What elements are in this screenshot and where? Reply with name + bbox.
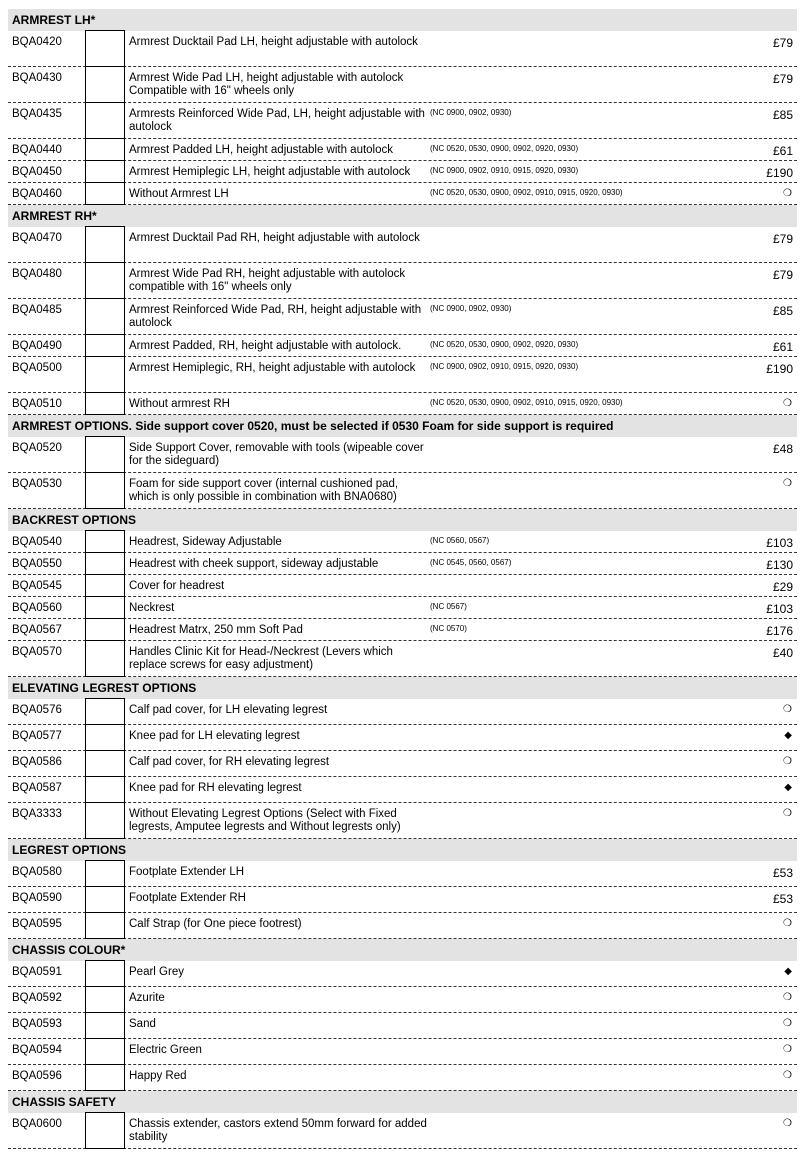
item-row — [8, 103, 797, 139]
item-code: BQA0435 — [12, 108, 62, 120]
item-price: £190 — [766, 166, 793, 180]
item-row — [8, 641, 797, 677]
item-code: BQA0545 — [12, 580, 62, 592]
item-row — [8, 139, 797, 161]
item-description: Headrest Matrx, 250 mm Soft Pad — [129, 624, 303, 636]
not-compatible-note: (NC 0900, 0902, 0930) — [430, 304, 512, 313]
item-row — [8, 619, 797, 641]
not-compatible-note: (NC 0900, 0902, 0930) — [430, 108, 512, 117]
item-description: Footplate Extender LH — [129, 866, 245, 878]
item-row — [8, 1065, 797, 1091]
item-price: £53 — [772, 866, 793, 880]
item-price: £79 — [772, 268, 793, 282]
item-code: BQA0587 — [12, 782, 62, 794]
item-price: £61 — [772, 144, 793, 158]
item-row — [8, 803, 797, 839]
item-description: Knee pad for RH elevating legrest — [129, 782, 302, 794]
not-compatible-note: (NC 0520, 0530, 0900, 0902, 0910, 0915, 0920, 0930) — [430, 188, 623, 197]
item-code: BQA0592 — [12, 992, 62, 1004]
order-checkbox[interactable] — [85, 102, 125, 139]
item-description: Armrest Wide Pad RH, height adjustable with autolock compatible with 16" wheels only — [129, 268, 406, 293]
item-row — [8, 1113, 797, 1149]
item-description: Footplate Extender RH — [129, 892, 246, 904]
order-checkbox[interactable] — [85, 802, 125, 839]
item-description: Sand — [129, 1018, 156, 1030]
standard-diamond-icon: ◆ — [784, 966, 792, 977]
order-checkbox[interactable] — [85, 724, 125, 751]
item-row — [8, 913, 797, 939]
order-checkbox[interactable] — [85, 1112, 125, 1149]
section-header: ARMREST OPTIONS. Side support cover 0520, must be selected if 0530 Foam for side support is required — [8, 415, 797, 437]
item-row — [8, 597, 797, 619]
item-price: £103 — [766, 536, 793, 550]
item-code: BQA0586 — [12, 756, 62, 768]
not-compatible-note: (NC 0520, 0530, 0900, 0902, 0910, 0915, 0920, 0930) — [430, 398, 623, 407]
no-charge-circle-icon: ❍ — [783, 188, 792, 199]
item-code: BQA0520 — [12, 442, 62, 454]
section-header: ARMREST RH* — [8, 205, 797, 227]
item-description: Side Support Cover, removable with tools (wipeable cover for the sideguard) — [129, 442, 424, 467]
section-header: CHASSIS COLOUR* — [8, 939, 797, 961]
item-code: BQA0510 — [12, 398, 62, 410]
order-checkbox[interactable] — [85, 986, 125, 1013]
order-checkbox[interactable] — [85, 30, 125, 67]
item-code: BQA0530 — [12, 478, 62, 490]
item-row — [8, 67, 797, 103]
item-row — [8, 553, 797, 575]
no-charge-circle-icon: ❍ — [783, 704, 792, 715]
no-charge-circle-icon: ❍ — [783, 1118, 792, 1129]
order-checkbox[interactable] — [85, 262, 125, 299]
item-code: BQA0440 — [12, 144, 62, 156]
order-checkbox[interactable] — [85, 160, 125, 183]
item-code: BQA0570 — [12, 646, 62, 658]
item-description: Neckrest — [129, 602, 175, 614]
item-row — [8, 437, 797, 473]
item-description: Pearl Grey — [129, 966, 184, 978]
item-description: Headrest, Sideway Adjustable — [129, 536, 282, 548]
item-price: £176 — [766, 624, 793, 638]
item-description: Without Armrest LH — [129, 188, 229, 200]
item-price: £79 — [772, 72, 793, 86]
not-compatible-note: (NC 0900, 0902, 0910, 0915, 0920, 0930) — [430, 166, 579, 175]
item-description: Calf Strap (for One piece footrest) — [129, 918, 302, 930]
order-checkbox[interactable] — [85, 960, 125, 987]
item-row — [8, 1013, 797, 1039]
order-checkbox[interactable] — [85, 1012, 125, 1039]
no-charge-circle-icon: ❍ — [783, 756, 792, 767]
item-row — [8, 725, 797, 751]
item-code: BQA0500 — [12, 362, 62, 374]
no-charge-circle-icon: ❍ — [783, 992, 792, 1003]
no-charge-circle-icon: ❍ — [783, 1070, 792, 1081]
item-row — [8, 987, 797, 1013]
item-code: BQA0580 — [12, 866, 62, 878]
item-description: Armrest Ducktail Pad LH, height adjustable with autolock — [129, 36, 418, 48]
item-code: BQA0593 — [12, 1018, 62, 1030]
item-row — [8, 357, 797, 393]
order-checkbox[interactable] — [85, 356, 125, 393]
order-checkbox[interactable] — [85, 574, 125, 597]
item-code: BQA0600 — [12, 1118, 62, 1130]
item-description: Foam for side support cover (internal cushioned pad, which is only possible in combination with BNA0680) — [129, 478, 399, 503]
item-description: Chassis extender, castors extend 50mm forward for added stability — [129, 1118, 427, 1143]
section-header: ARMREST LH* — [8, 9, 797, 31]
item-price: £29 — [772, 580, 793, 594]
item-row — [8, 531, 797, 553]
item-row — [8, 183, 797, 205]
item-price: £103 — [766, 602, 793, 616]
item-description: Without Elevating Legrest Options (Select with Fixed legrests, Amputee legrests and Without legrests only) — [129, 808, 401, 833]
standard-diamond-icon: ◆ — [784, 730, 792, 741]
item-code: BQA0450 — [12, 166, 62, 178]
item-code: BQA0470 — [12, 232, 62, 244]
order-checkbox[interactable] — [85, 436, 125, 473]
item-row — [8, 31, 797, 67]
item-code: BQA0590 — [12, 892, 62, 904]
order-checkbox[interactable] — [85, 334, 125, 357]
no-charge-circle-icon: ❍ — [783, 918, 792, 929]
item-code: BQA0591 — [12, 966, 62, 978]
order-checkbox[interactable] — [85, 776, 125, 803]
not-compatible-note: (NC 0560, 0567) — [430, 536, 490, 545]
order-checkbox[interactable] — [85, 912, 125, 939]
item-row — [8, 263, 797, 299]
item-code: BQA0577 — [12, 730, 62, 742]
item-description: Electric Green — [129, 1044, 202, 1056]
item-description: Handles Clinic Kit for Head-/Neckrest (Levers which replace screws for easy adjustment) — [129, 646, 393, 671]
section-header: ELEVATING LEGREST OPTIONS — [8, 677, 797, 699]
item-row — [8, 751, 797, 777]
item-price: £48 — [772, 442, 793, 456]
item-description: Armrest Hemiplegic, RH, height adjustable with autolock — [129, 362, 416, 374]
order-checkbox[interactable] — [85, 530, 125, 553]
order-checkbox[interactable] — [85, 886, 125, 913]
no-charge-circle-icon: ❍ — [783, 808, 792, 819]
order-checkbox[interactable] — [85, 1064, 125, 1091]
no-charge-circle-icon: ❍ — [783, 478, 792, 489]
order-checkbox[interactable] — [85, 1038, 125, 1065]
item-code: BQA0460 — [12, 188, 62, 200]
order-checkbox[interactable] — [85, 138, 125, 161]
order-checkbox[interactable] — [85, 392, 125, 415]
item-description: Armrest Hemiplegic LH, height adjustable with autolock — [129, 166, 411, 178]
no-charge-circle-icon: ❍ — [783, 1044, 792, 1055]
item-code: BQA0560 — [12, 602, 62, 614]
item-row — [8, 575, 797, 597]
item-row — [8, 1039, 797, 1065]
item-description: Headrest with cheek support, sideway adjustable — [129, 558, 379, 570]
item-code: BQA0420 — [12, 36, 62, 48]
not-compatible-note: (NC 0545, 0560, 0567) — [430, 558, 512, 567]
item-price: £130 — [766, 558, 793, 572]
order-checkbox[interactable] — [85, 640, 125, 677]
item-price: £53 — [772, 892, 793, 906]
item-price: £40 — [772, 646, 793, 660]
item-price: £85 — [772, 304, 793, 318]
item-row — [8, 161, 797, 183]
order-checkbox[interactable] — [85, 66, 125, 103]
order-checkbox[interactable] — [85, 552, 125, 575]
no-charge-circle-icon: ❍ — [783, 398, 792, 409]
not-compatible-note: (NC 0570) — [430, 624, 467, 633]
item-code: BQA0480 — [12, 268, 62, 280]
item-description: Without armrest RH — [129, 398, 230, 410]
item-code: BQA0576 — [12, 704, 62, 716]
order-checkbox[interactable] — [85, 472, 125, 509]
item-description: Azurite — [129, 992, 165, 1004]
item-code: BQA0490 — [12, 340, 62, 352]
section-header: CHASSIS SAFETY — [8, 1091, 797, 1113]
item-description: Knee pad for LH elevating legrest — [129, 730, 300, 742]
item-row — [8, 473, 797, 509]
item-code: BQA0550 — [12, 558, 62, 570]
item-row — [8, 961, 797, 987]
order-checkbox[interactable] — [85, 698, 125, 725]
item-description: Armrest Padded LH, height adjustable with autolock — [129, 144, 394, 156]
standard-diamond-icon: ◆ — [784, 782, 792, 793]
item-description: Calf pad cover, for RH elevating legrest — [129, 756, 330, 768]
item-code: BQA0567 — [12, 624, 62, 636]
item-row — [8, 861, 797, 887]
item-code: BQA0540 — [12, 536, 62, 548]
not-compatible-note: (NC 0900, 0902, 0910, 0915, 0920, 0930) — [430, 362, 579, 371]
item-description: Armrest Padded, RH, height adjustable with autolock. — [129, 340, 402, 352]
item-description: Armrest Ducktail Pad RH, height adjustable with autolock — [129, 232, 420, 244]
item-row — [8, 393, 797, 415]
item-code: BQA3333 — [12, 808, 62, 820]
item-row — [8, 227, 797, 263]
order-checkbox[interactable] — [85, 298, 125, 335]
item-code: BQA0596 — [12, 1070, 62, 1082]
order-checkbox[interactable] — [85, 618, 125, 641]
item-row — [8, 299, 797, 335]
not-compatible-note: (NC 0567) — [430, 602, 467, 611]
order-checkbox[interactable] — [85, 596, 125, 619]
section-header: LEGREST OPTIONS — [8, 839, 797, 861]
item-code: BQA0594 — [12, 1044, 62, 1056]
item-code: BQA0595 — [12, 918, 62, 930]
item-price: £85 — [772, 108, 793, 122]
item-row — [8, 887, 797, 913]
item-description: Cover for headrest — [129, 580, 225, 592]
item-row — [8, 777, 797, 803]
order-checkbox[interactable] — [85, 226, 125, 263]
not-compatible-note: (NC 0520, 0530, 0900, 0902, 0920, 0930) — [430, 340, 579, 349]
item-description: Calf pad cover, for LH elevating legrest — [129, 704, 328, 716]
item-price: £79 — [772, 36, 793, 50]
item-row — [8, 699, 797, 725]
item-code: BQA0430 — [12, 72, 62, 84]
section-header: BACKREST OPTIONS — [8, 509, 797, 531]
order-checkbox[interactable] — [85, 750, 125, 777]
item-price: £79 — [772, 232, 793, 246]
item-description: Armrest Wide Pad LH, height adjustable with autolock Compatible with 16" wheels only — [129, 72, 404, 97]
item-description: Armrest Reinforced Wide Pad, RH, height adjustable with autolock — [129, 304, 422, 329]
not-compatible-note: (NC 0520, 0530, 0900, 0902, 0920, 0930) — [430, 144, 579, 153]
item-description: Happy Red — [129, 1070, 187, 1082]
no-charge-circle-icon: ❍ — [783, 1018, 792, 1029]
item-price: £190 — [766, 362, 793, 376]
order-checkbox[interactable] — [85, 182, 125, 205]
item-row — [8, 335, 797, 357]
item-price: £61 — [772, 340, 793, 354]
item-description: Armrests Reinforced Wide Pad, LH, height adjustable with autolock — [129, 108, 425, 133]
item-code: BQA0485 — [12, 304, 62, 316]
order-checkbox[interactable] — [85, 860, 125, 887]
